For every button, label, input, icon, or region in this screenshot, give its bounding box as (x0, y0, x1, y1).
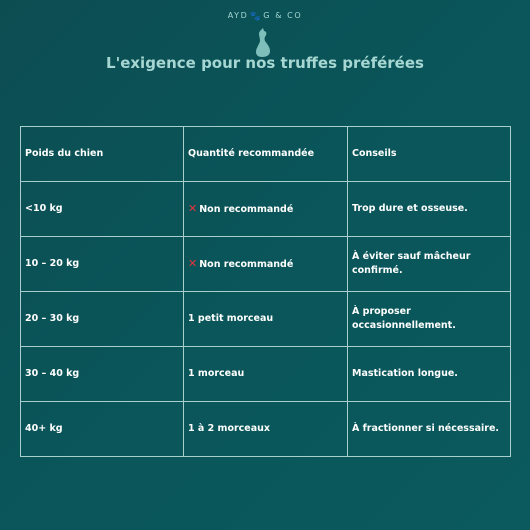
table-row (21, 182, 511, 237)
cell-quantity: 1 à 2 morceaux (184, 402, 348, 457)
cell-quantity (184, 182, 348, 237)
header-advice: Conseils (348, 127, 511, 182)
table-row (21, 347, 511, 402)
cell-advice: Trop dure et osseuse. (348, 182, 511, 237)
table-row (21, 402, 511, 457)
quantity-label: Non recommandé (199, 203, 294, 215)
page-title: L'exigence pour nos truffes préférées (106, 54, 424, 72)
paw-icon: 🐾 (249, 12, 263, 22)
cell-weight: <10 kg (21, 182, 184, 237)
cross-icon: ✕ (188, 201, 198, 215)
feeding-table (20, 126, 511, 457)
brand-prefix: AYD (227, 11, 249, 20)
header-quantity: Quantité recommandée (184, 127, 348, 182)
table-header-row (21, 127, 511, 182)
brand-logo (0, 11, 530, 22)
cell-weight: 40+ kg (21, 402, 184, 457)
cell-weight: 20 – 30 kg (21, 292, 184, 347)
table-row (21, 237, 511, 292)
cell-quantity: 1 morceau (184, 347, 348, 402)
cell-weight: 10 – 20 kg (21, 237, 184, 292)
header-weight: Poids du chien (21, 127, 184, 182)
cell-weight: 30 – 40 kg (21, 347, 184, 402)
quantity-label: Non recommandé (199, 258, 294, 270)
cell-advice: À éviter sauf mâcheur confirmé. (348, 237, 511, 292)
cell-advice: À proposer occasionnellement. (348, 292, 511, 347)
table-row (21, 292, 511, 347)
cell-quantity (184, 237, 348, 292)
cell-quantity: 1 petit morceau (184, 292, 348, 347)
cell-advice: À fractionner si nécessaire. (348, 402, 511, 457)
cross-icon: ✕ (188, 256, 198, 270)
cell-advice: Mastication longue. (348, 347, 511, 402)
brand-suffix: G & CO (263, 11, 303, 20)
